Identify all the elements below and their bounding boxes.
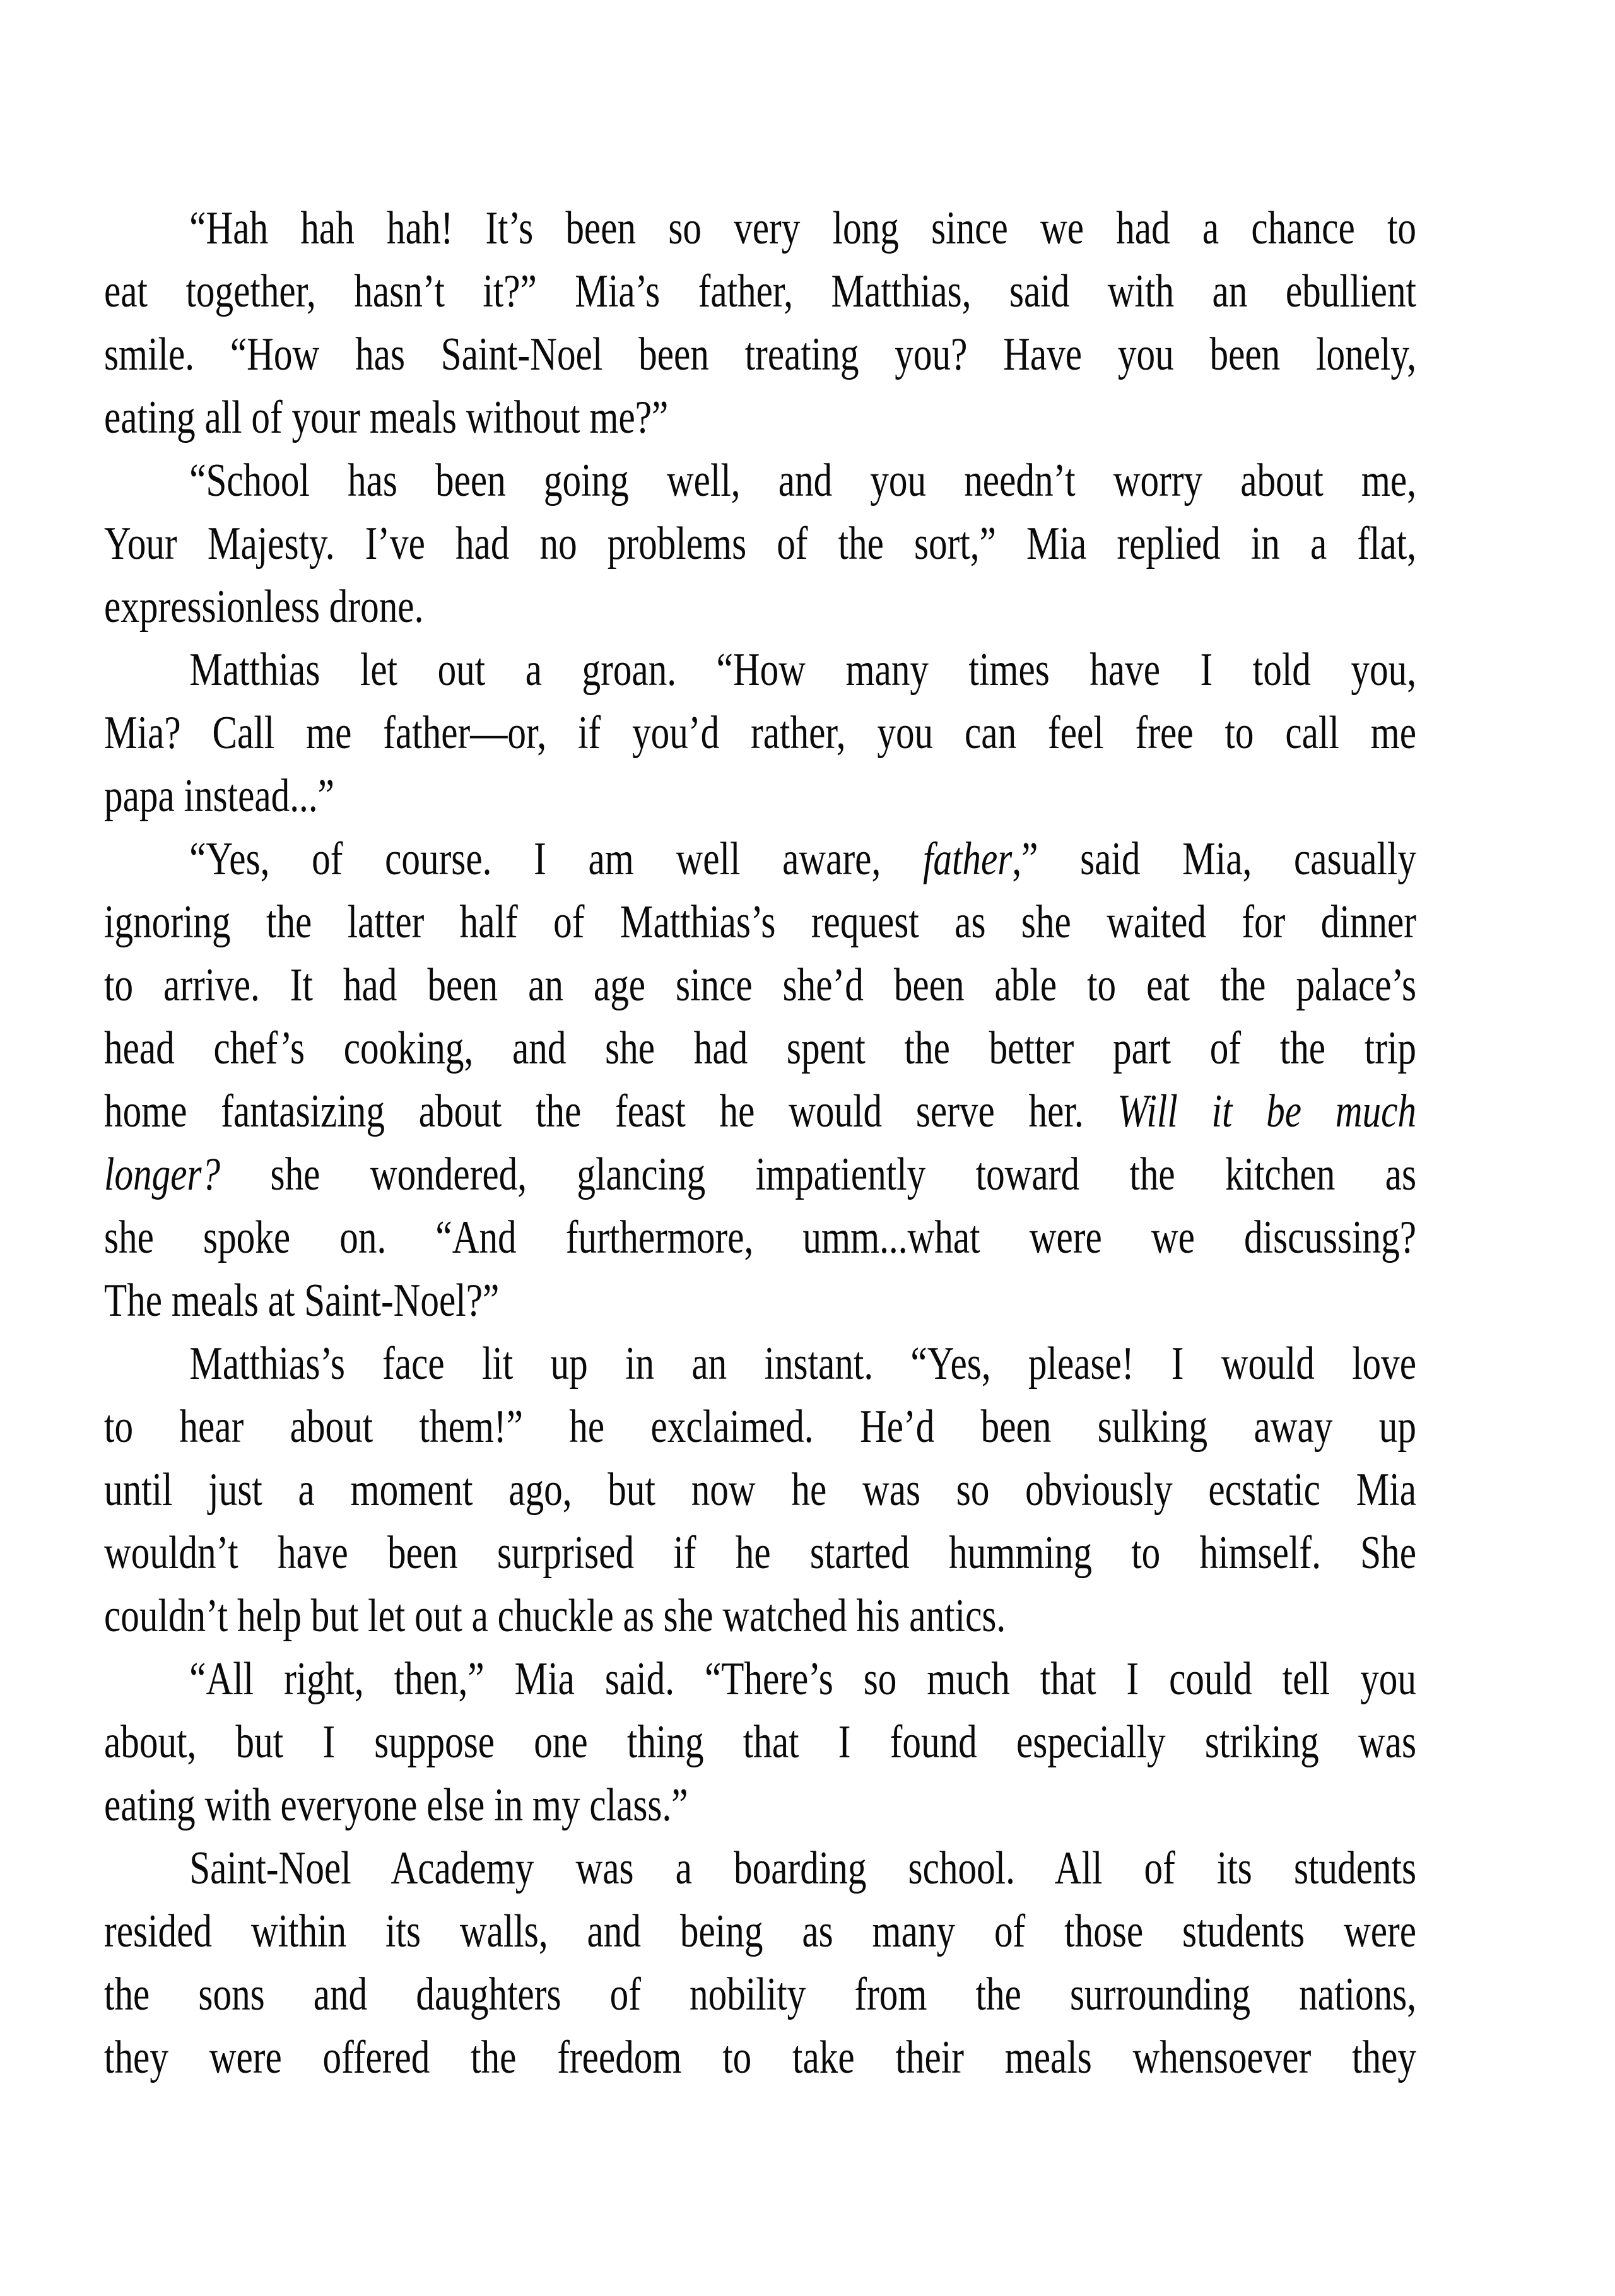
page-text-block	[104, 197, 1416, 2089]
text-segment: “Hah hah hah! It’s been so very long since we had a chance to	[189, 202, 1417, 254]
text-segment: ignoring the latter half of Matthias’s request as she waited for dinner	[104, 896, 1416, 948]
text-line-p6-l1	[104, 1648, 1416, 1711]
text-line-p4-l5	[104, 1080, 1416, 1143]
text-line-p4-l7	[104, 1206, 1416, 1269]
text-segment: “All right, then,” Mia said. “There’s so much that I could tell you	[189, 1653, 1417, 1705]
text-segment: head chef’s cooking, and she had spent the better part of the trip	[104, 1022, 1416, 1074]
text-line-p2-l3	[104, 575, 1416, 638]
text-segment: home fantasizing about the feast he would serve her.	[104, 1086, 1118, 1137]
text-line-p6-l3	[104, 1774, 1416, 1837]
text-line-p4-l3	[104, 954, 1416, 1017]
text-line-p2-l1	[104, 449, 1416, 512]
text-line-p3-l3	[104, 764, 1416, 828]
text-line-p7-l4	[104, 2026, 1416, 2089]
text-segment: “Yes, of course. I am well aware,	[189, 833, 923, 885]
text-segment: about, but I suppose one thing that I found especially striking was	[104, 1716, 1416, 1768]
text-line-p1-l3	[104, 323, 1416, 386]
text-segment: eating all of your meals without me?”	[104, 392, 669, 443]
text-segment: smile. “How has Saint-Noel been treating you? Have you been lonely,	[104, 329, 1416, 380]
italic-text-segment: Will it be much	[1117, 1086, 1416, 1137]
text-line-p3-l1	[104, 638, 1416, 701]
text-segment: ,” said Mia, casually	[1012, 833, 1416, 885]
text-segment: they were offered the freedom to take their meals whensoever they	[104, 2032, 1416, 2083]
text-line-p5-l1	[104, 1332, 1416, 1395]
text-line-p4-l1	[104, 828, 1416, 891]
text-line-p1-l4	[104, 386, 1416, 449]
italic-text-segment: longer?	[104, 1149, 221, 1200]
text-line-p4-l8	[104, 1269, 1416, 1332]
text-segment: she spoke on. “And furthermore, umm...what were we discussing?	[104, 1212, 1416, 1263]
text-segment: eat together, hasn’t it?” Mia’s father, Matthias, said with an ebullient	[104, 266, 1416, 317]
text-line-p7-l2	[104, 1900, 1416, 1963]
text-segment: The meals at Saint-Noel?”	[104, 1275, 500, 1327]
text-line-p5-l5	[104, 1584, 1416, 1648]
text-line-p2-l2	[104, 512, 1416, 575]
text-line-p5-l4	[104, 1521, 1416, 1584]
text-segment: couldn’t help but let out a chuckle as she watched his antics.	[104, 1590, 1006, 1642]
text-segment: Saint-Noel Academy was a boarding school. All of its students	[189, 1842, 1417, 1894]
text-segment: Mia? Call me father—or, if you’d rather, you can feel free to call me	[104, 707, 1416, 759]
text-line-p3-l2	[104, 701, 1416, 764]
text-line-p4-l4	[104, 1017, 1416, 1080]
text-segment: Matthias’s face lit up in an instant. “Yes, please! I would love	[189, 1338, 1417, 1390]
text-segment: she wondered, glancing impatiently toward the kitchen as	[220, 1149, 1417, 1200]
italic-text-segment: father	[922, 833, 1013, 885]
text-segment: to arrive. It had been an age since she’d been able to eat the palace’s	[104, 959, 1416, 1011]
text-segment: resided within its walls, and being as many of those students were	[104, 1906, 1416, 1957]
text-segment: the sons and daughters of nobility from the surrounding nations,	[104, 1969, 1416, 2020]
text-segment: Your Majesty. I’ve had no problems of the sort,” Mia replied in a flat,	[104, 518, 1416, 570]
text-segment: expressionless drone.	[104, 581, 424, 633]
text-line-p7-l3	[104, 1963, 1416, 2026]
text-segment: until just a moment ago, but now he was so obviously ecstatic Mia	[104, 1464, 1416, 1516]
text-line-p4-l6	[104, 1143, 1416, 1206]
text-segment: papa instead...”	[104, 770, 334, 822]
text-segment: “School has been going well, and you needn’t worry about me,	[189, 455, 1417, 507]
text-segment: eating with everyone else in my class.”	[104, 1779, 688, 1831]
text-line-p5-l2	[104, 1395, 1416, 1458]
text-segment: Matthias let out a groan. “How many times have I told you,	[189, 644, 1417, 696]
text-line-p5-l3	[104, 1458, 1416, 1521]
text-line-p4-l2	[104, 891, 1416, 954]
text-segment: wouldn’t have been surprised if he started humming to himself. She	[104, 1527, 1416, 1579]
text-line-p1-l2	[104, 260, 1416, 323]
text-line-p7-l1	[104, 1837, 1416, 1900]
text-line-p6-l2	[104, 1711, 1416, 1774]
text-line-p1-l1	[104, 197, 1416, 260]
text-segment: to hear about them!” he exclaimed. He’d been sulking away up	[104, 1401, 1416, 1453]
